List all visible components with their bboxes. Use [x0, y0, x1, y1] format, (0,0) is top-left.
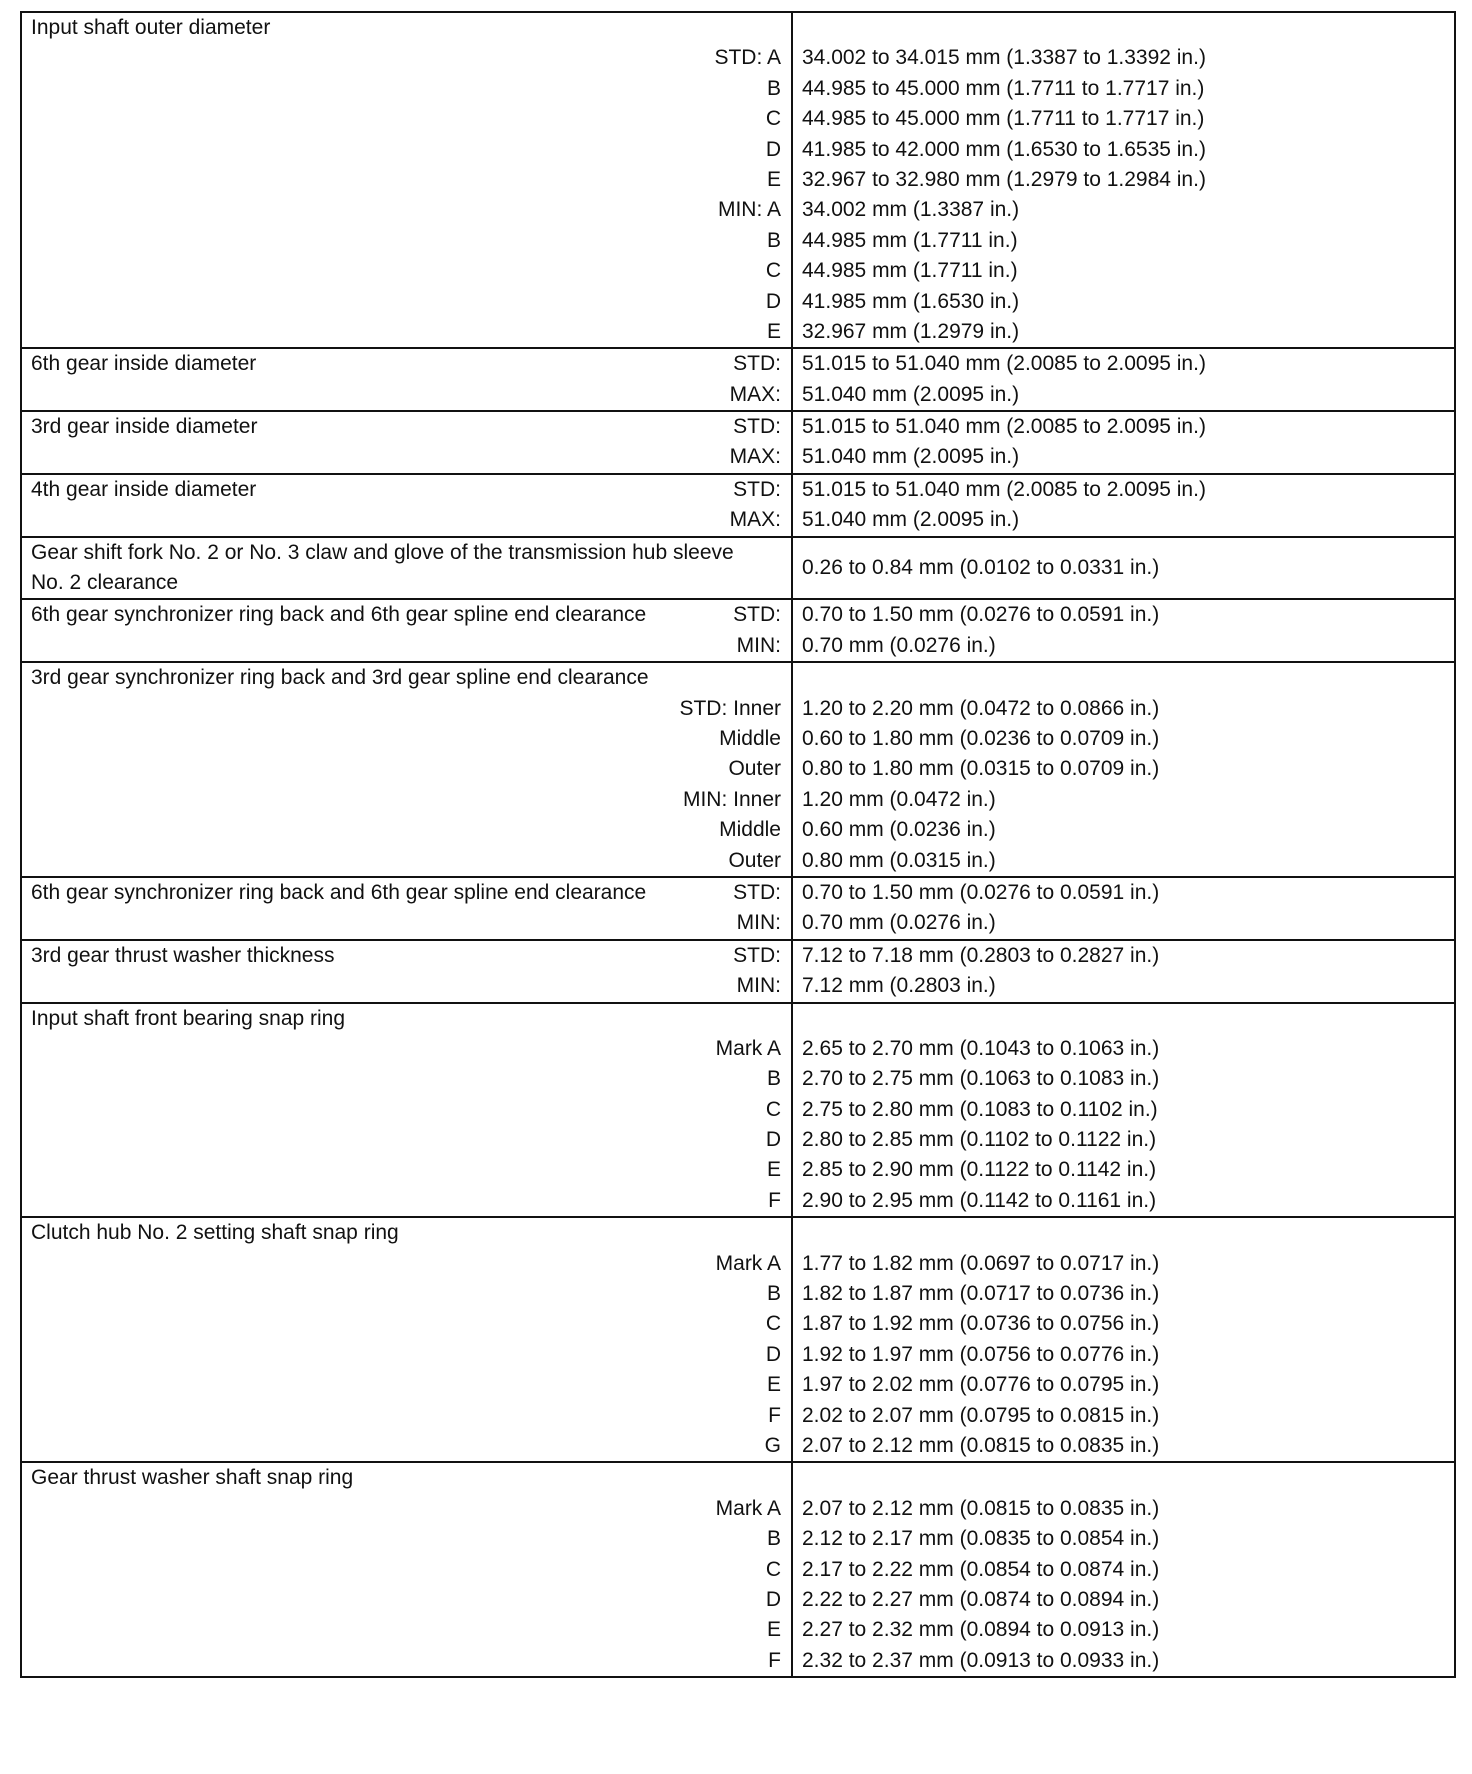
spec-value-cell — [792, 877, 1455, 940]
spec-key: MIN: Inner — [682, 787, 781, 811]
spec-row — [21, 877, 1455, 940]
spec-label: 6th gear synchronizer ring back and 6th gear spline end clearance — [31, 603, 647, 627]
spec-value: 51.015 to 51.040 mm (2.0085 to 2.0095 in.) — [802, 477, 1206, 501]
spec-value: 34.002 to 34.015 mm (1.3387 to 1.3392 in.) — [802, 46, 1206, 70]
spec-key: Mark A — [715, 1496, 781, 1520]
spec-key: E — [766, 167, 781, 191]
spec-key: G — [764, 1434, 781, 1457]
spec-key: STD: — [733, 415, 781, 439]
spec-value: 2.07 to 2.12 mm (0.0815 to 0.0835 in.) — [802, 1434, 1160, 1457]
spec-key: D — [765, 289, 781, 313]
spec-label-cell — [21, 411, 792, 474]
spec-value: 2.80 to 2.85 mm (0.1102 to 0.1122 in.) — [802, 1128, 1157, 1152]
spec-key: Middle — [719, 818, 781, 842]
spec-row — [21, 12, 1455, 348]
spec-value: 0.60 mm (0.0236 in.) — [802, 818, 996, 842]
spec-key: MIN: A — [717, 198, 781, 222]
spec-value: 2.17 to 2.22 mm (0.0854 to 0.0874 in.) — [802, 1557, 1160, 1581]
spec-value: 0.26 to 0.84 mm (0.0102 to 0.0331 in.) — [802, 555, 1160, 579]
spec-key: D — [765, 137, 781, 161]
spec-value: 41.985 to 42.000 mm (1.6530 to 1.6535 in.) — [802, 137, 1206, 161]
spec-value: 1.20 mm (0.0472 in.) — [802, 787, 996, 811]
spec-label: 4th gear inside diameter — [31, 477, 257, 501]
spec-key: MAX: — [729, 382, 781, 406]
spec-value: 2.90 to 2.95 mm (0.1142 to 0.1161 in.) — [802, 1188, 1157, 1212]
spec-key: B — [766, 1527, 781, 1551]
spec-label: 6th gear synchronizer ring back and 6th gear spline end clearance — [31, 880, 647, 904]
spec-value-cell — [792, 940, 1455, 1003]
spec-key: STD: A — [714, 46, 781, 70]
specification-table — [20, 11, 1456, 1678]
spec-value-cell — [792, 662, 1455, 877]
spec-key: Mark A — [715, 1251, 781, 1275]
spec-row — [21, 662, 1455, 877]
spec-value: 0.70 mm (0.0276 in.) — [802, 633, 996, 657]
spec-value: 32.967 mm (1.2979 in.) — [802, 319, 1020, 343]
spec-value: 2.07 to 2.12 mm (0.0815 to 0.0835 in.) — [802, 1496, 1160, 1520]
spec-row — [21, 537, 1455, 600]
spec-value-cell — [792, 474, 1455, 537]
spec-key: Outer — [728, 757, 781, 781]
spec-key: B — [766, 76, 781, 100]
spec-row — [21, 599, 1455, 662]
spec-key: STD: — [733, 880, 781, 904]
spec-value: 44.985 to 45.000 mm (1.7711 to 1.7717 in.) — [802, 107, 1205, 131]
spec-value-cell — [792, 1217, 1455, 1462]
spec-value: 44.985 to 45.000 mm (1.7711 to 1.7717 in.) — [802, 76, 1205, 100]
spec-value: 2.75 to 2.80 mm (0.1083 to 0.1102 in.) — [802, 1097, 1158, 1121]
spec-value-cell — [792, 1462, 1455, 1677]
spec-value: 1.82 to 1.87 mm (0.0717 to 0.0736 in.) — [802, 1282, 1160, 1306]
spec-value: 0.70 to 1.50 mm (0.0276 to 0.0591 in.) — [802, 880, 1160, 904]
spec-key: STD: — [733, 352, 781, 376]
spec-label: 3rd gear synchronizer ring back and 3rd gear spline end clearance — [31, 666, 649, 690]
spec-label-cell — [21, 940, 792, 1003]
spec-value-cell — [792, 411, 1455, 474]
spec-key: E — [766, 1158, 781, 1182]
spec-key: E — [766, 319, 781, 343]
spec-value-cell — [792, 599, 1455, 662]
spec-key: C — [765, 259, 781, 283]
spec-key: Outer — [728, 848, 781, 872]
spec-label-cell — [21, 599, 792, 662]
spec-value: 51.040 mm (2.0095 in.) — [802, 382, 1020, 406]
spec-value: 2.22 to 2.27 mm (0.0874 to 0.0894 in.) — [802, 1587, 1160, 1611]
spec-label: Gear shift fork No. 2 or No. 3 claw and glove of the transmission hub sleeve No. 2 clearance — [31, 540, 734, 595]
spec-value-cell — [792, 348, 1455, 411]
spec-key: MIN: — [736, 911, 781, 935]
spec-row — [21, 1462, 1455, 1677]
spec-label-cell — [21, 1217, 792, 1462]
spec-value-cell — [792, 1003, 1455, 1218]
spec-label-cell — [21, 1003, 792, 1218]
spec-value: 44.985 mm (1.7711 in.) — [802, 259, 1018, 283]
spec-key: C — [765, 1557, 781, 1581]
spec-label-cell — [21, 877, 792, 940]
spec-label: Input shaft front bearing snap ring — [31, 1006, 346, 1030]
spec-key: MIN: — [736, 633, 781, 657]
spec-label-cell — [21, 348, 792, 411]
spec-row — [21, 1217, 1455, 1462]
spec-value: 32.967 to 32.980 mm (1.2979 to 1.2984 in.) — [802, 167, 1206, 191]
spec-value: 2.32 to 2.37 mm (0.0913 to 0.0933 in.) — [802, 1648, 1160, 1672]
spec-key: MAX: — [729, 508, 781, 532]
spec-label: 3rd gear thrust washer thickness — [31, 943, 335, 967]
spec-key: F — [768, 1648, 781, 1672]
spec-value: 2.70 to 2.75 mm (0.1063 to 0.1083 in.) — [802, 1067, 1160, 1091]
spec-value: 7.12 mm (0.2803 in.) — [802, 974, 996, 998]
spec-row — [21, 474, 1455, 537]
spec-value: 41.985 mm (1.6530 in.) — [802, 289, 1020, 313]
spec-key: E — [766, 1373, 781, 1397]
spec-row — [21, 1003, 1455, 1218]
spec-key: F — [768, 1403, 781, 1427]
spec-label-cell — [21, 662, 792, 877]
spec-value: 2.27 to 2.32 mm (0.0894 to 0.0913 in.) — [802, 1618, 1160, 1642]
spec-key: MIN: — [736, 974, 781, 998]
spec-value: 1.97 to 2.02 mm (0.0776 to 0.0795 in.) — [802, 1373, 1160, 1397]
spec-value-cell — [792, 537, 1455, 600]
spec-label: 6th gear inside diameter — [31, 352, 257, 376]
spec-row — [21, 411, 1455, 474]
spec-key: E — [766, 1618, 781, 1642]
spec-label: Gear thrust washer shaft snap ring — [31, 1466, 354, 1490]
spec-value: 51.015 to 51.040 mm (2.0085 to 2.0095 in.) — [802, 352, 1206, 376]
spec-value: 0.60 to 1.80 mm (0.0236 to 0.0709 in.) — [802, 727, 1160, 751]
spec-value: 1.87 to 1.92 mm (0.0736 to 0.0756 in.) — [802, 1312, 1160, 1336]
spec-value: 51.015 to 51.040 mm (2.0085 to 2.0095 in.) — [802, 415, 1206, 439]
spec-key: STD: — [733, 477, 781, 501]
spec-label: Input shaft outer diameter — [31, 16, 271, 39]
spec-value: 1.92 to 1.97 mm (0.0756 to 0.0776 in.) — [802, 1342, 1160, 1366]
spec-label-cell — [21, 1462, 792, 1677]
spec-key: C — [765, 1312, 781, 1336]
spec-key: STD: Inner — [679, 696, 781, 720]
spec-key: C — [765, 1097, 781, 1121]
spec-key: B — [766, 1282, 781, 1306]
spec-value: 2.85 to 2.90 mm (0.1122 to 0.1142 in.) — [802, 1158, 1157, 1182]
spec-label-cell — [21, 537, 792, 600]
spec-value: 7.12 to 7.18 mm (0.2803 to 0.2827 in.) — [802, 943, 1160, 967]
spec-value: 51.040 mm (2.0095 in.) — [802, 508, 1020, 532]
spec-label: 3rd gear inside diameter — [31, 415, 258, 439]
spec-value: 1.77 to 1.82 mm (0.0697 to 0.0717 in.) — [802, 1251, 1160, 1275]
spec-key: D — [765, 1128, 781, 1152]
spec-label: Clutch hub No. 2 setting shaft snap ring — [31, 1221, 399, 1245]
spec-key: Middle — [719, 727, 781, 751]
spec-key: Mark A — [715, 1036, 781, 1060]
spec-value: 0.80 to 1.80 mm (0.0315 to 0.0709 in.) — [802, 757, 1160, 781]
spec-key: D — [765, 1587, 781, 1611]
spec-key: STD: — [733, 603, 781, 627]
spec-label-cell — [21, 12, 792, 348]
spec-value-cell — [792, 12, 1455, 348]
spec-value: 2.65 to 2.70 mm (0.1043 to 0.1063 in.) — [802, 1036, 1160, 1060]
spec-value: 0.80 mm (0.0315 in.) — [802, 848, 996, 872]
spec-key: F — [768, 1188, 781, 1212]
spec-value: 34.002 mm (1.3387 in.) — [802, 198, 1020, 222]
spec-row — [21, 348, 1455, 411]
spec-value: 0.70 to 1.50 mm (0.0276 to 0.0591 in.) — [802, 603, 1160, 627]
spec-value: 1.20 to 2.20 mm (0.0472 to 0.0866 in.) — [802, 696, 1160, 720]
spec-key: B — [766, 228, 781, 252]
spec-key: D — [765, 1342, 781, 1366]
spec-value: 2.02 to 2.07 mm (0.0795 to 0.0815 in.) — [802, 1403, 1160, 1427]
spec-key: STD: — [733, 943, 781, 967]
spec-key: B — [766, 1067, 781, 1091]
spec-label-cell — [21, 474, 792, 537]
spec-key: C — [765, 107, 781, 131]
spec-value: 44.985 mm (1.7711 in.) — [802, 228, 1018, 252]
spec-value: 0.70 mm (0.0276 in.) — [802, 911, 996, 935]
spec-value: 51.040 mm (2.0095 in.) — [802, 445, 1020, 469]
spec-value: 2.12 to 2.17 mm (0.0835 to 0.0854 in.) — [802, 1527, 1160, 1551]
spec-key: MAX: — [729, 445, 781, 469]
spec-row — [21, 940, 1455, 1003]
